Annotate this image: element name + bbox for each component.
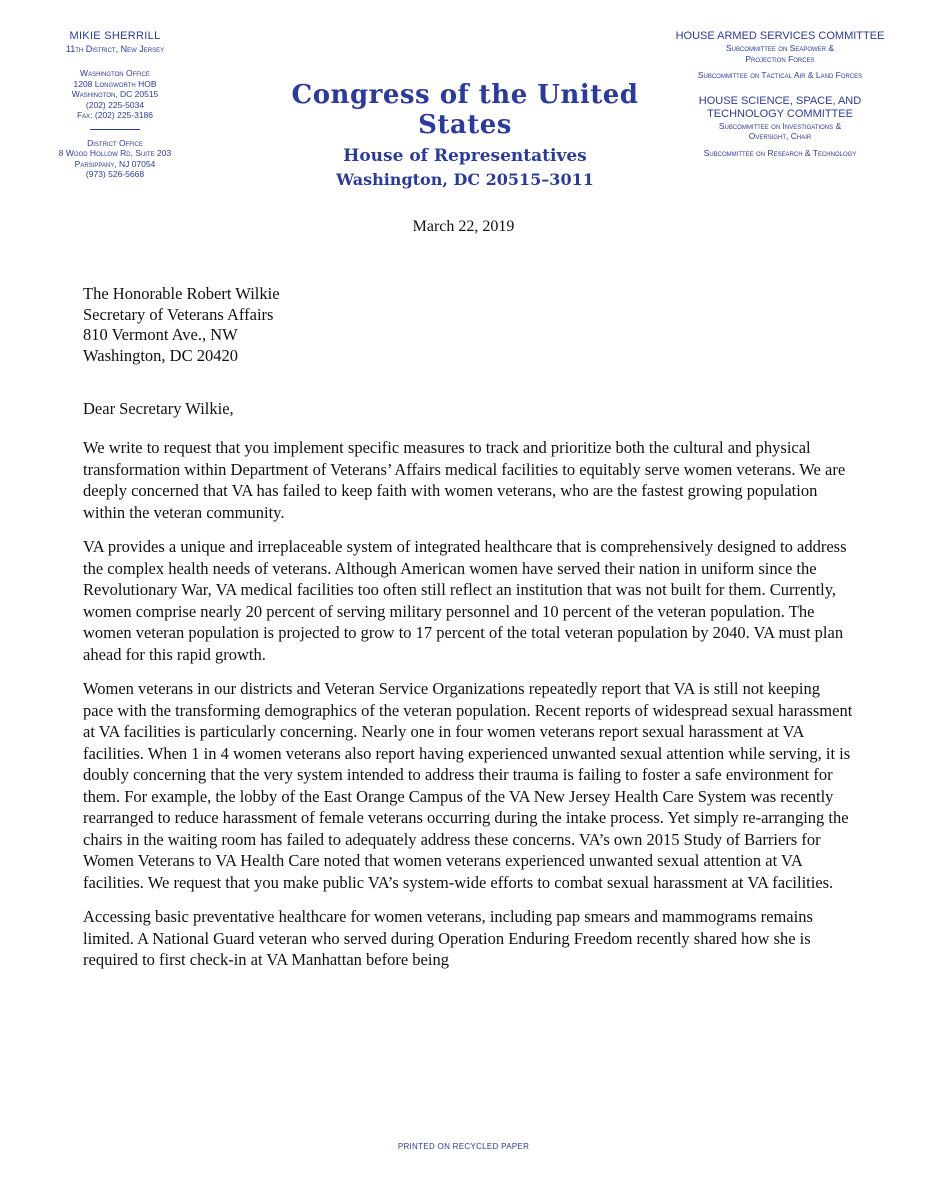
member-district: 11th District, New Jersey	[65, 44, 165, 54]
divider	[90, 129, 140, 130]
letterhead-title	[240, 80, 690, 189]
recycled-paper-footer: PRINTED ON RECYCLED PAPER	[397, 1142, 530, 1151]
letterhead-committees: HOUSE ARMED SERVICES COMMITTEE Subcommittee on Seapower & Projection Forces Subcommittee on Tactical Air & Land Forces HOUSE SCIENCE, SPACE, AND TECHNOLOGY COMMITTEE Subcommittee on Investigations & Oversight, Chair Subcommittee on Research & Technology	[655, 30, 905, 158]
capitol-address: Washington, DC 20515–3011	[336, 170, 594, 189]
paragraph: VA provides a unique and irreplaceable system of integrated healthcare that is comprehensively designed to address the complex health needs of veterans. Although American women have served their nation in uniform since the Revolutionary War, VA medical facilities too often still reflect an institution that was not built for them. Currently, women comprise nearly 20 percent of serving military personnel and 10 percent of the veteran population. The women veteran population is projected to grow to 17 percent of the total veteran population by 2040. VA must plan ahead for this rapid growth.	[83, 537, 847, 664]
letter-date: March 22, 2019	[412, 218, 515, 235]
congress-title: Congress of the United States	[291, 80, 639, 140]
recipient-address: The Honorable Robert Wilkie Secretary of Veterans Affairs 810 Vermont Ave., NW Washington, DC 20420	[83, 284, 280, 365]
member-name: MIKIE SHERRILL	[69, 30, 161, 42]
salutation: Dear Secretary Wilkie,	[83, 399, 234, 418]
committee-armed-services: HOUSE ARMED SERVICES COMMITTEE	[675, 30, 885, 42]
letter-body	[83, 437, 853, 984]
committee-science: HOUSE SCIENCE, SPACE, AND	[698, 94, 862, 107]
paragraph: We write to request that you implement specific measures to track and prioritize both the cultural and physical transformation within Department of Veterans’ Affairs medical facilities to equitably serve women veterans. We are deeply concerned that VA has failed to keep faith with women veterans, who are the fastest growing population within the veteran community.	[83, 438, 846, 522]
district-office-address: District Office 8 Wood Hollow Rd, Suite 203 Parsippany, NJ 07054 (973) 526-5668	[58, 137, 172, 179]
washington-office-address: Washington Office 1208 Longworth HOB Washington, DC 20515 (202) 225-5034 Fax: (202) 225-3186	[71, 68, 159, 120]
letterhead-member-info	[30, 30, 200, 180]
house-title: House of Representatives	[343, 146, 587, 166]
paragraph: Accessing basic preventative healthcare for women veterans, including pap smears and mammograms remains limited. A National Guard veteran who served during Operation Enduring Freedom recently shared how she is required to first check-in at VA Manhattan before being	[83, 907, 813, 969]
paragraph: Women veterans in our districts and Veteran Service Organizations repeatedly report that VA is still not keeping pace with the transforming demographics of the veteran population. Recent reports of widespread sexual harassment at VA facilities is particularly concerning. Nearly one in four women veterans report sexual harassment at VA facilities. When 1 in 4 women veterans also report having experienced unwanted sexual attention while serving, it is doubly concerning that the very system intended to address their trauma is failing to foster a safe environment for them. For example, the lobby of the East Orange Campus of the VA New Jersey Health Care System was recently rearranged to reduce harassment of female veterans occurring during the intake process. Yet simply re-arranging the chairs in the waiting room has failed to adequately address these concerns. VA’s own 2015 Study of Barriers for Women Veterans to VA Health Care noted that women veterans experienced unwanted sexual attention at VA facilities. We request that you make public VA’s system-wide efforts to combat sexual harassment at VA facilities.	[83, 679, 853, 892]
